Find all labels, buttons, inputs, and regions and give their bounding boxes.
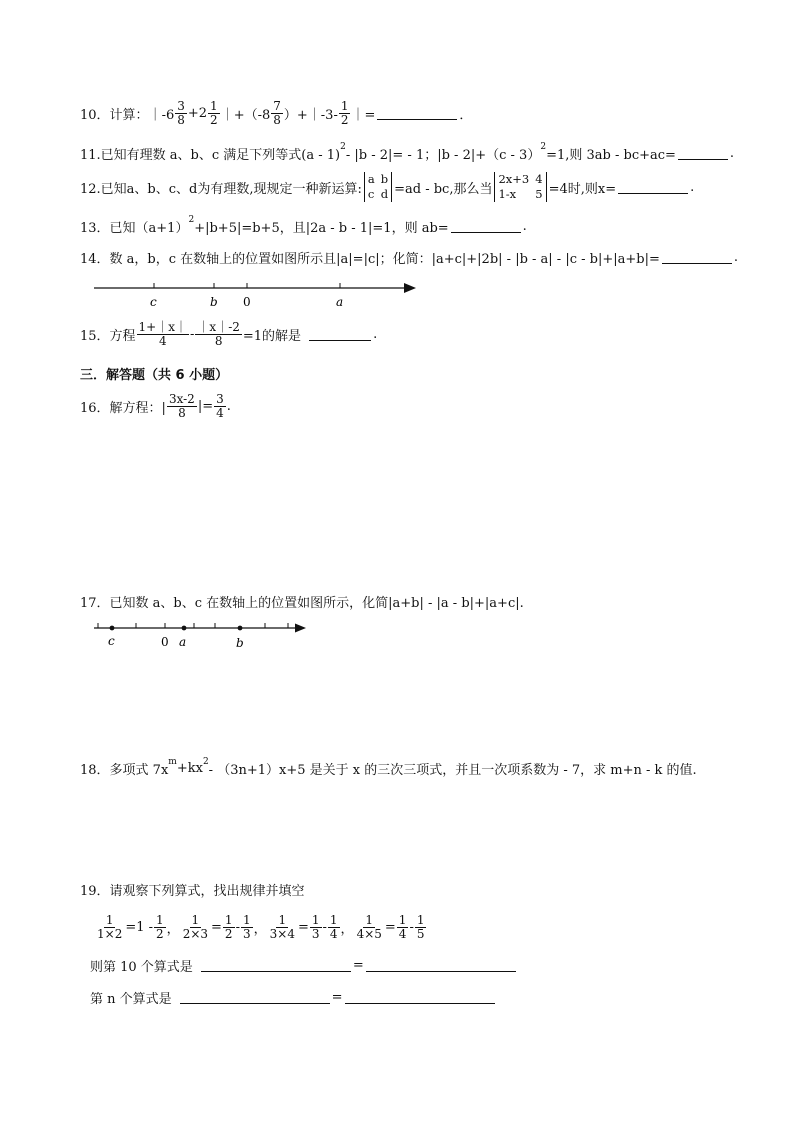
q15-tail: . [373, 326, 378, 342]
q18-sup1: m [168, 757, 177, 767]
q16-frac-2 [214, 393, 226, 419]
q17-text: 17．已知数 a、b、c 在数轴上的位置如图所示，化简|a+b| - |a - b|+|a+c|. [80, 595, 524, 611]
q19-item1-eq: =1 - [125, 919, 154, 935]
q10-expr-a: ｜-6 [148, 107, 175, 123]
q19-item4-num: 1 [365, 912, 374, 927]
q19-item2-a2-num: 1 [242, 912, 251, 927]
q10-f4-den: 2 [340, 112, 349, 127]
q19-item2-den: 2×3 [182, 926, 209, 941]
q19-item2-minus: - [235, 919, 240, 935]
q15-f2-den: 8 [214, 333, 223, 348]
q19-item3-den: 3×4 [269, 926, 295, 941]
q16-f2-den: 4 [216, 405, 224, 420]
q12-answer-blank[interactable] [618, 181, 688, 194]
q19-sep-2: ， [253, 921, 267, 937]
q10-expr-d: ）+｜-3- [283, 107, 338, 123]
q19-linen-eq: = [331, 989, 343, 1005]
q17-point-c [110, 626, 115, 631]
q19-item4-eq: = [384, 919, 396, 935]
q18-mid1: +kx [176, 760, 203, 776]
q13-text: +|b+5|=b+5，且|2a - b - 1|=1，则 ab= [194, 220, 449, 236]
q17-point-b [238, 626, 243, 631]
q16-frac-1 [167, 393, 197, 419]
question-17 [80, 588, 524, 614]
q19-item4-a1-den: 4 [398, 926, 407, 941]
q13-sup: 2 [188, 215, 195, 225]
q19-item4-den: 4×5 [356, 926, 382, 941]
q19-item4-frac [355, 914, 384, 940]
q16-f1-num: 3x-2 [168, 391, 195, 406]
q19-line10-eq: = [352, 957, 364, 973]
q19-item4-a2 [415, 914, 427, 940]
q18-pre: 18．多项式 7x [80, 762, 169, 778]
q14-tail: . [733, 249, 739, 265]
q10-frac-2 [208, 100, 220, 126]
q12-m1-b: b [380, 172, 389, 187]
q14-answer-blank[interactable] [662, 251, 732, 264]
q13-answer-blank[interactable] [451, 220, 521, 233]
q19-line-10 [90, 952, 518, 978]
q19-linen-label: 第 n 个算式是 [90, 991, 172, 1007]
q19-item3-frac [268, 914, 297, 940]
q17-point-a [182, 626, 187, 631]
q19-item2-a2-den: 3 [242, 926, 251, 941]
q12-m1-a: a [367, 172, 375, 187]
q19-item2-a1-den: 2 [224, 926, 233, 941]
q14-label-b: b [210, 295, 218, 309]
q19-item1-ans [154, 914, 166, 940]
q16-pre: 16．解方程：| [80, 400, 166, 416]
q12-mid: =ad - bc,那么当 [394, 181, 493, 197]
q19-item2-frac [181, 914, 210, 940]
q19-line10-blank-left[interactable] [201, 959, 351, 972]
q19-item2-a2 [241, 914, 253, 940]
q10-f1-num: 3 [177, 98, 185, 113]
question-15 [80, 318, 377, 350]
q19-item4-a1 [397, 914, 409, 940]
q19-item1-den: 1×2 [97, 926, 123, 941]
q17-label-0: 0 [161, 635, 169, 649]
question-14 [80, 244, 738, 270]
q14-number-line [90, 278, 420, 312]
q10-number: 10． [80, 107, 110, 123]
q14-label-0: 0 [243, 295, 251, 309]
q19-item2-a1 [223, 914, 235, 940]
q13-tail: . [522, 218, 527, 234]
q15-answer-blank[interactable] [309, 328, 371, 341]
q10-label: 计算： [109, 107, 149, 123]
q12-tail: . [690, 179, 695, 195]
q10-end: ． [459, 107, 473, 123]
q12-m2-a: 2x+3 [498, 172, 530, 187]
question-11 [80, 140, 734, 166]
q19-item3-a1-den: 3 [311, 926, 320, 941]
q11-sup1: 2 [340, 142, 346, 152]
q15-f2-num: ｜x｜-2 [197, 319, 240, 334]
q19-item1-ans-num: 1 [156, 912, 164, 927]
q19-item1-ans-den: 2 [156, 926, 164, 941]
q19-formula-row [94, 908, 427, 946]
q19-item1-num: 1 [105, 912, 114, 927]
q19-sep-3: ， [340, 921, 354, 937]
question-16 [80, 390, 231, 422]
q12-m2-b: 4 [535, 172, 543, 187]
q10-expr-c: ｜+（-8 [220, 107, 271, 123]
q10-f4-num: 1 [340, 98, 349, 113]
q17-label-b: b [236, 636, 244, 650]
q17-axis-arrow [295, 624, 306, 633]
q16-mid: |= [197, 398, 214, 414]
q10-f1-den: 8 [177, 112, 185, 127]
q15-f1-den: 4 [158, 333, 167, 348]
q12-m1-d: d [380, 187, 389, 201]
q16-f1-den: 8 [178, 405, 186, 420]
q10-frac-4 [339, 100, 351, 126]
q10-expr-e: ｜= [351, 107, 376, 123]
q19-item4-a2-num: 1 [416, 912, 425, 927]
q10-f2-num: 1 [210, 98, 218, 113]
q15-end: =1的解是 [242, 328, 302, 344]
q19-item3-minus: - [322, 919, 327, 935]
q19-line10-label: 则第 10 个算式是 [90, 959, 193, 975]
q19-item4-minus: - [409, 919, 414, 935]
q19-item2-a1-num: 1 [224, 912, 233, 927]
q12-matrix-1 [364, 172, 392, 202]
q19-title: 19．请观察下列算式，找出规律并填空 [80, 883, 305, 899]
q19-item3-a2-num: 1 [329, 912, 338, 927]
question-13 [80, 213, 527, 239]
q15-frac-1 [137, 321, 189, 347]
q19-sep-1: ， [166, 921, 180, 937]
q11-answer-blank[interactable] [678, 147, 728, 160]
q12-m1-c: c [367, 187, 375, 201]
q10-f2-den: 2 [210, 112, 218, 127]
q19-item3-a1 [310, 914, 322, 940]
section-3-heading: 三．解答题（共 6 小题） [80, 367, 229, 383]
q10-f3-num: 7 [273, 98, 281, 113]
q10-expr-b: +2 [187, 105, 208, 121]
q14-text: 14．数 a，b，c 在数轴上的位置如图所示且|a|=|c|；化简：|a+c|+|2b| - |b - a| - |c - b|+|a+b|= [80, 251, 660, 267]
q10-frac-1 [175, 100, 187, 126]
q16-tail: . [226, 398, 231, 414]
question-18 [80, 755, 697, 781]
q19-item3-a1-num: 1 [311, 912, 320, 927]
q15-f1-num: 1+｜x｜ [138, 319, 188, 334]
q17-label-c: c [108, 634, 115, 648]
q16-f2-num: 3 [216, 391, 224, 406]
q12-matrix-2 [494, 172, 546, 202]
q19-item3-eq: = [297, 919, 309, 935]
q11-sup2: 2 [540, 142, 547, 152]
q10-f3-den: 8 [273, 112, 281, 127]
q19-item2-num: 1 [191, 912, 200, 927]
q12-pre: 12.已知a、b、c、d为有理数,现规定一种新运算: [80, 181, 362, 197]
q19-item3-num: 1 [278, 912, 287, 927]
q18-rest: - （3n+1）x+5 是关于 x 的三次三项式，并且一次项系数为 - 7，求 m+n - k 的值. [208, 762, 697, 778]
q19-item1-frac [95, 914, 124, 940]
q11-end: =1,则 3ab - bc+ac= [546, 147, 676, 163]
q12-m2-d: 5 [535, 187, 543, 201]
q11-text: 11.已知有理数 a、b、c 满足下列等式(a - 1) [80, 147, 341, 163]
q14-axis-arrow [404, 283, 416, 293]
question-19-title [80, 876, 305, 902]
q15-frac-2 [195, 321, 241, 347]
q12-end: =4时,则x= [548, 181, 617, 197]
question-12 [80, 170, 694, 204]
q17-number-line [90, 618, 310, 652]
q12-m2-c: 1-x [498, 187, 517, 201]
q11-tail: . [729, 145, 735, 161]
q19-item3-a2 [328, 914, 340, 940]
q19-line-n [90, 984, 497, 1010]
q14-label-c: c [150, 295, 157, 309]
q15-pre: 15．方程 [80, 328, 136, 344]
q18-sup2: 2 [202, 757, 209, 767]
q19-item4-a1-num: 1 [398, 912, 407, 927]
q19-linen-blank-left[interactable] [180, 991, 330, 1004]
q10-frac-3 [271, 100, 283, 126]
q11-mid: - |b - 2|= - 1；|b - 2|+（c - 3） [345, 147, 541, 163]
q19-item4-a2-den: 5 [416, 926, 425, 941]
question-10 [80, 100, 472, 126]
q10-answer-blank[interactable] [377, 107, 457, 120]
q17-label-a: a [179, 635, 187, 649]
q19-linen-blank-right[interactable] [345, 991, 495, 1004]
q19-line10-blank-right[interactable] [366, 959, 516, 972]
q19-item2-eq: = [211, 919, 222, 935]
q15-minus: - [190, 326, 195, 342]
q13-pre: 13．已知（a+1） [80, 220, 189, 236]
q14-label-a: a [336, 295, 344, 309]
q19-item3-a2-den: 4 [329, 926, 338, 941]
